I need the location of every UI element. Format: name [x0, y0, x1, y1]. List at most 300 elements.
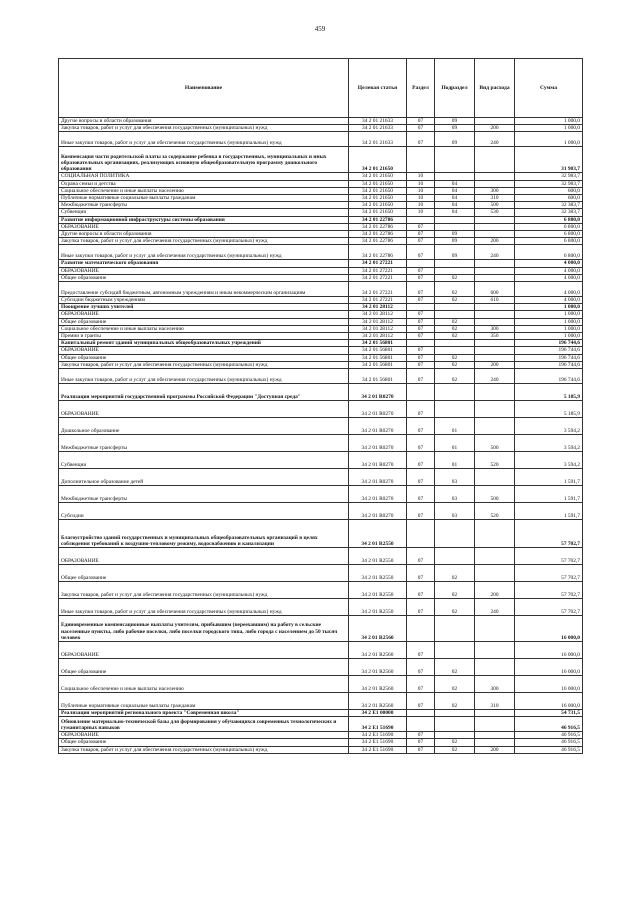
row-section: 07 [407, 297, 435, 304]
row-expense-type: 240 [475, 369, 515, 384]
table-row [59, 452, 583, 469]
row-target: 34 2 01 21650 [349, 173, 407, 180]
header-target: Целевая статья [349, 59, 407, 118]
row-target: 34 2 01 28112 [349, 333, 407, 340]
row-subsection [435, 216, 475, 223]
row-name: Закупка товаров, работ и услуг для обеспечения государственных (муниципальных) нужд [59, 361, 349, 368]
row-target: 34 2 01 R0270 [349, 452, 407, 469]
row-name: ОБРАЗОВАНИЕ [59, 401, 349, 418]
table-row [59, 435, 583, 452]
row-amount: 600,0 [515, 187, 583, 194]
table-row [59, 746, 583, 753]
row-subsection [435, 548, 475, 565]
row-subsection: 02 [435, 582, 475, 599]
table-row [59, 260, 583, 267]
row-amount: 16 000,0 [515, 693, 583, 710]
row-section: 07 [407, 418, 435, 435]
row-amount: 46 916,5 [515, 717, 583, 732]
row-name: Дополнительное образование детей [59, 469, 349, 486]
row-target: 34 2 01 R2560 [349, 642, 407, 659]
row-section [407, 520, 435, 548]
row-target: 34 2 01 27221 [349, 274, 407, 281]
row-target: 34 2 01 27221 [349, 282, 407, 297]
row-section: 07 [407, 347, 435, 354]
row-amount: 196 744,6 [515, 361, 583, 368]
table-row [59, 642, 583, 659]
row-expense-type [475, 418, 515, 435]
row-section: 07 [407, 676, 435, 693]
row-name: Субсидии [59, 503, 349, 520]
row-section [407, 717, 435, 732]
row-name: Предоставление субсидий бюджетным, автономным учреждениям и иным некоммерческим организациям [59, 282, 349, 297]
row-section: 07 [407, 452, 435, 469]
table-row [59, 297, 583, 304]
table-row [59, 274, 583, 281]
row-target: 34 2 01 28112 [349, 311, 407, 318]
row-name: Премии и гранты [59, 333, 349, 340]
row-expense-type: 200 [475, 746, 515, 753]
row-expense-type: 520 [475, 503, 515, 520]
row-subsection: 02 [435, 333, 475, 340]
row-subsection [435, 260, 475, 267]
row-subsection: 04 [435, 195, 475, 202]
row-expense-type [475, 548, 515, 565]
row-section [407, 710, 435, 717]
row-subsection: 02 [435, 565, 475, 582]
row-subsection [435, 642, 475, 659]
row-target: 34 2 01 R0270 [349, 469, 407, 486]
row-target: 34 2 01 R0270 [349, 503, 407, 520]
row-amount: 1 000,0 [515, 132, 583, 147]
row-subsection: 02 [435, 369, 475, 384]
row-name: Межбюджетные трансферты [59, 435, 349, 452]
row-name: Иные закупки товаров, работ и услуг для обеспечения государственных (муниципальных) нужд [59, 245, 349, 260]
row-name: Закупка товаров, работ и услуг для обеспечения государственных (муниципальных) нужд [59, 125, 349, 132]
row-section: 07 [407, 282, 435, 297]
row-amount: 46 916,5 [515, 732, 583, 739]
row-target: 34 2 01 28112 [349, 325, 407, 332]
row-amount: 196 744,6 [515, 347, 583, 354]
row-subsection [435, 173, 475, 180]
row-subsection: 02 [435, 297, 475, 304]
header-expense-type: Вид расхода [475, 59, 515, 118]
row-target: 34 2 01 56801 [349, 369, 407, 384]
row-target: 34 2 01 R0270 [349, 486, 407, 503]
row-target: 34 2 01 21633 [349, 118, 407, 125]
row-subsection [435, 311, 475, 318]
row-subsection: 02 [435, 282, 475, 297]
row-target: 34 2 01 28112 [349, 318, 407, 325]
row-target: 34 2 01 56801 [349, 347, 407, 354]
row-amount: 16 000,0 [515, 642, 583, 659]
table-row [59, 582, 583, 599]
row-section: 07 [407, 125, 435, 132]
table-body [59, 118, 583, 754]
table-row [59, 223, 583, 230]
row-subsection [435, 267, 475, 274]
table-row [59, 548, 583, 565]
row-section: 10 [407, 202, 435, 209]
row-name: Социальное обеспечение и иные выплаты населению [59, 325, 349, 332]
row-expense-type: 200 [475, 125, 515, 132]
row-amount: 3 594,2 [515, 435, 583, 452]
row-target: 34 2 01 27221 [349, 297, 407, 304]
row-amount: 600,0 [515, 195, 583, 202]
row-section: 07 [407, 732, 435, 739]
row-name: ОБРАЗОВАНИЕ [59, 732, 349, 739]
row-name: Другие вопросы в области образования [59, 231, 349, 238]
row-target: 34 2 01 R0270 [349, 401, 407, 418]
row-amount: 1 000,0 [515, 318, 583, 325]
row-amount: 16 000,0 [515, 676, 583, 693]
row-name: Поощрение лучших учителей [59, 304, 349, 311]
row-amount: 4 000,0 [515, 267, 583, 274]
row-section: 07 [407, 486, 435, 503]
row-subsection [435, 732, 475, 739]
row-section: 07 [407, 325, 435, 332]
row-target: 34 2 01 27221 [349, 260, 407, 267]
row-name: Общее образование [59, 274, 349, 281]
table-row [59, 304, 583, 311]
row-target: 34 2 01 21650 [349, 187, 407, 194]
row-section: 07 [407, 318, 435, 325]
row-amount: 32 983,7 [515, 173, 583, 180]
table-row [59, 659, 583, 676]
row-name: Межбюджетные трансферты [59, 202, 349, 209]
table-row [59, 202, 583, 209]
table-row [59, 195, 583, 202]
row-name: Закупка товаров, работ и услуг для обеспечения государственных (муниципальных) нужд [59, 238, 349, 245]
table-row [59, 187, 583, 194]
row-expense-type: 350 [475, 333, 515, 340]
table-row [59, 401, 583, 418]
row-amount: 4 000,0 [515, 274, 583, 281]
row-expense-type: 500 [475, 202, 515, 209]
row-name: Социальное обеспечение и иные выплаты населению [59, 676, 349, 693]
row-target: 34 2 01 R2560 [349, 676, 407, 693]
row-subsection: 02 [435, 354, 475, 361]
table-row [59, 717, 583, 732]
row-amount: 196 744,6 [515, 369, 583, 384]
table-row [59, 245, 583, 260]
row-amount: 1 591,7 [515, 486, 583, 503]
row-section: 07 [407, 118, 435, 125]
table-row [59, 469, 583, 486]
table-row [59, 369, 583, 384]
row-expense-type: 310 [475, 693, 515, 710]
row-name: Субвенции [59, 209, 349, 216]
row-section: 07 [407, 274, 435, 281]
row-name: Дошкольное образование [59, 418, 349, 435]
row-expense-type: 500 [475, 486, 515, 503]
row-section: 07 [407, 469, 435, 486]
header-section: Раздел [407, 59, 435, 118]
row-name: Реализация мероприятий регионального проекта "Современная школа" [59, 710, 349, 717]
row-section: 07 [407, 599, 435, 616]
row-subsection: 02 [435, 739, 475, 746]
table-row [59, 147, 583, 173]
row-expense-type: 200 [475, 361, 515, 368]
row-expense-type [475, 173, 515, 180]
row-name: Субвенции [59, 452, 349, 469]
row-expense-type [475, 340, 515, 347]
row-section: 10 [407, 173, 435, 180]
row-expense-type: 200 [475, 238, 515, 245]
row-section: 07 [407, 693, 435, 710]
row-subsection: 01 [435, 418, 475, 435]
row-name: Общее образование [59, 565, 349, 582]
row-expense-type: 240 [475, 245, 515, 260]
row-subsection: 09 [435, 132, 475, 147]
header-name: Наименование [59, 59, 349, 118]
row-name: Единовременные компенсационные выплаты учителям, прибывшим (переехавшим) на работу в сельские населенные пункты, либо рабочие поселки, либо поселки городского типа, либо города с населением до 50 тысяч человек [59, 616, 349, 642]
row-section: 07 [407, 548, 435, 565]
row-expense-type: 310 [475, 195, 515, 202]
row-target: 34 2 01 R2550 [349, 582, 407, 599]
row-target: 34 2 E1 51690 [349, 732, 407, 739]
row-name: Субсидии бюджетным учреждениям [59, 297, 349, 304]
row-target: 34 2 01 22786 [349, 216, 407, 223]
row-expense-type: 240 [475, 599, 515, 616]
row-expense-type [475, 231, 515, 238]
row-target: 34 2 01 22786 [349, 238, 407, 245]
row-expense-type [475, 710, 515, 717]
row-expense-type [475, 384, 515, 401]
row-amount: 54 731,5 [515, 710, 583, 717]
row-target: 34 2 01 56801 [349, 361, 407, 368]
row-name: Иные закупки товаров, работ и услуг для обеспечения государственных (муниципальных) нужд [59, 369, 349, 384]
row-name: ОБРАЗОВАНИЕ [59, 311, 349, 318]
row-subsection [435, 340, 475, 347]
row-expense-type [475, 565, 515, 582]
header-amount: Сумма [515, 59, 583, 118]
row-expense-type: 610 [475, 297, 515, 304]
row-name: Компенсация части родительской платы за содержание ребенка в государственных, муниципальных и иных образовательных организациях, реализующих основную общеобразовательную программу дошкольного образования [59, 147, 349, 173]
row-section [407, 340, 435, 347]
table-row [59, 282, 583, 297]
row-expense-type: 200 [475, 582, 515, 599]
page-number: 459 [314, 25, 326, 33]
row-section: 07 [407, 369, 435, 384]
row-amount: 32 383,7 [515, 209, 583, 216]
row-section [407, 384, 435, 401]
row-subsection: 02 [435, 361, 475, 368]
row-amount: 1 591,7 [515, 503, 583, 520]
row-expense-type [475, 347, 515, 354]
row-section: 07 [407, 267, 435, 274]
table-row [59, 118, 583, 125]
row-expense-type: 520 [475, 452, 515, 469]
table-row [59, 486, 583, 503]
row-subsection: 04 [435, 209, 475, 216]
table-row [59, 354, 583, 361]
row-section: 07 [407, 245, 435, 260]
row-target: 34 2 01 21650 [349, 147, 407, 173]
row-section: 07 [407, 354, 435, 361]
table-row [59, 418, 583, 435]
row-expense-type [475, 469, 515, 486]
row-amount: 1 000,0 [515, 311, 583, 318]
table-row [59, 361, 583, 368]
row-name: Другие вопросы в области образования [59, 118, 349, 125]
row-amount: 57 702,7 [515, 582, 583, 599]
table-row [59, 216, 583, 223]
table-row [59, 238, 583, 245]
row-expense-type [475, 180, 515, 187]
row-target: 34 2 01 R0270 [349, 418, 407, 435]
row-subsection: 03 [435, 469, 475, 486]
row-amount: 1 000,0 [515, 125, 583, 132]
row-expense-type [475, 274, 515, 281]
row-expense-type: 600 [475, 282, 515, 297]
row-target: 34 2 01 R2550 [349, 599, 407, 616]
row-subsection [435, 401, 475, 418]
row-name: Общее образование [59, 739, 349, 746]
row-amount: 6 800,0 [515, 245, 583, 260]
table-row [59, 311, 583, 318]
row-amount: 1 000,0 [515, 333, 583, 340]
row-subsection: 04 [435, 187, 475, 194]
row-expense-type [475, 354, 515, 361]
table-row [59, 503, 583, 520]
row-expense-type [475, 118, 515, 125]
table-row [59, 180, 583, 187]
row-amount: 1 000,0 [515, 118, 583, 125]
row-subsection: 04 [435, 180, 475, 187]
row-subsection: 02 [435, 274, 475, 281]
row-section: 07 [407, 231, 435, 238]
row-amount: 57 702,7 [515, 565, 583, 582]
table-row [59, 325, 583, 332]
row-amount: 32 383,7 [515, 202, 583, 209]
row-expense-type [475, 147, 515, 173]
row-subsection [435, 520, 475, 548]
row-name: Иные закупки товаров, работ и услуг для обеспечения государственных (муниципальных) нужд [59, 599, 349, 616]
row-section [407, 616, 435, 642]
row-amount: 6 800,0 [515, 223, 583, 230]
row-amount: 32 983,7 [515, 180, 583, 187]
row-expense-type: 530 [475, 209, 515, 216]
row-section: 10 [407, 195, 435, 202]
row-target: 34 2 01 21650 [349, 209, 407, 216]
row-subsection: 03 [435, 486, 475, 503]
row-expense-type [475, 659, 515, 676]
row-expense-type [475, 260, 515, 267]
row-amount: 196 744,6 [515, 340, 583, 347]
table-row [59, 676, 583, 693]
row-expense-type [475, 739, 515, 746]
row-subsection: 01 [435, 452, 475, 469]
table-row [59, 340, 583, 347]
row-expense-type [475, 216, 515, 223]
row-target: 34 2 01 21633 [349, 125, 407, 132]
row-name: Закупка товаров, работ и услуг для обеспечения государственных (муниципальных) нужд [59, 746, 349, 753]
table-row [59, 333, 583, 340]
row-subsection: 02 [435, 599, 475, 616]
budget-table [58, 58, 583, 754]
row-name: ОБРАЗОВАНИЕ [59, 548, 349, 565]
row-name: Развитие математического образования [59, 260, 349, 267]
row-target: 34 2 01 21650 [349, 195, 407, 202]
row-amount: 57 702,7 [515, 599, 583, 616]
row-subsection [435, 147, 475, 173]
row-section [407, 260, 435, 267]
row-target: 34 2 E1 00000 [349, 710, 407, 717]
row-name: Иные закупки товаров, работ и услуг для обеспечения государственных (муниципальных) нужд [59, 132, 349, 147]
row-section: 07 [407, 223, 435, 230]
row-name: Общее образование [59, 318, 349, 325]
row-subsection: 02 [435, 659, 475, 676]
row-amount: 4 000,0 [515, 297, 583, 304]
row-subsection: 02 [435, 693, 475, 710]
row-section [407, 304, 435, 311]
table-row [59, 267, 583, 274]
table-row [59, 132, 583, 147]
row-name: Закупка товаров, работ и услуг для обеспечения государственных (муниципальных) нужд [59, 582, 349, 599]
table-row [59, 693, 583, 710]
row-amount: 46 916,5 [515, 746, 583, 753]
table-row [59, 599, 583, 616]
row-expense-type: 300 [475, 325, 515, 332]
row-amount: 16 000,0 [515, 659, 583, 676]
row-expense-type [475, 732, 515, 739]
row-expense-type [475, 717, 515, 732]
row-target: 34 2 01 56801 [349, 354, 407, 361]
row-target: 34 2 01 R2550 [349, 520, 407, 548]
row-target: 34 2 01 R2550 [349, 565, 407, 582]
table-row [59, 565, 583, 582]
row-section [407, 147, 435, 173]
row-target: 34 2 01 21650 [349, 202, 407, 209]
row-section: 07 [407, 238, 435, 245]
row-subsection: 02 [435, 746, 475, 753]
row-amount: 16 000,0 [515, 616, 583, 642]
row-section: 07 [407, 361, 435, 368]
row-section: 07 [407, 582, 435, 599]
row-amount: 5 185,9 [515, 401, 583, 418]
row-section: 07 [407, 642, 435, 659]
row-section: 07 [407, 311, 435, 318]
row-subsection [435, 616, 475, 642]
row-amount: 1 591,7 [515, 469, 583, 486]
table-row [59, 318, 583, 325]
row-name: Развитие информационной инфраструктуры системы образования [59, 216, 349, 223]
row-section: 07 [407, 435, 435, 452]
row-expense-type [475, 616, 515, 642]
row-expense-type [475, 304, 515, 311]
table-row [59, 384, 583, 401]
row-subsection [435, 223, 475, 230]
row-name: Капитальный ремонт зданий муниципальных общеобразовательных учреждений [59, 340, 349, 347]
row-expense-type: 300 [475, 676, 515, 693]
row-name: ОБРАЗОВАНИЕ [59, 347, 349, 354]
row-expense-type [475, 401, 515, 418]
row-name: ОБРАЗОВАНИЕ [59, 642, 349, 659]
row-amount: 4 000,0 [515, 282, 583, 297]
row-amount: 6 800,0 [515, 231, 583, 238]
row-target: 34 2 01 R2560 [349, 659, 407, 676]
row-expense-type [475, 642, 515, 659]
row-expense-type [475, 520, 515, 548]
row-target: 34 2 01 22786 [349, 231, 407, 238]
row-amount: 3 594,2 [515, 418, 583, 435]
row-amount: 5 185,9 [515, 384, 583, 401]
row-target: 34 2 01 27221 [349, 267, 407, 274]
row-subsection: 01 [435, 435, 475, 452]
row-expense-type [475, 318, 515, 325]
table-header-row [59, 59, 583, 118]
row-target: 34 2 01 R0270 [349, 384, 407, 401]
